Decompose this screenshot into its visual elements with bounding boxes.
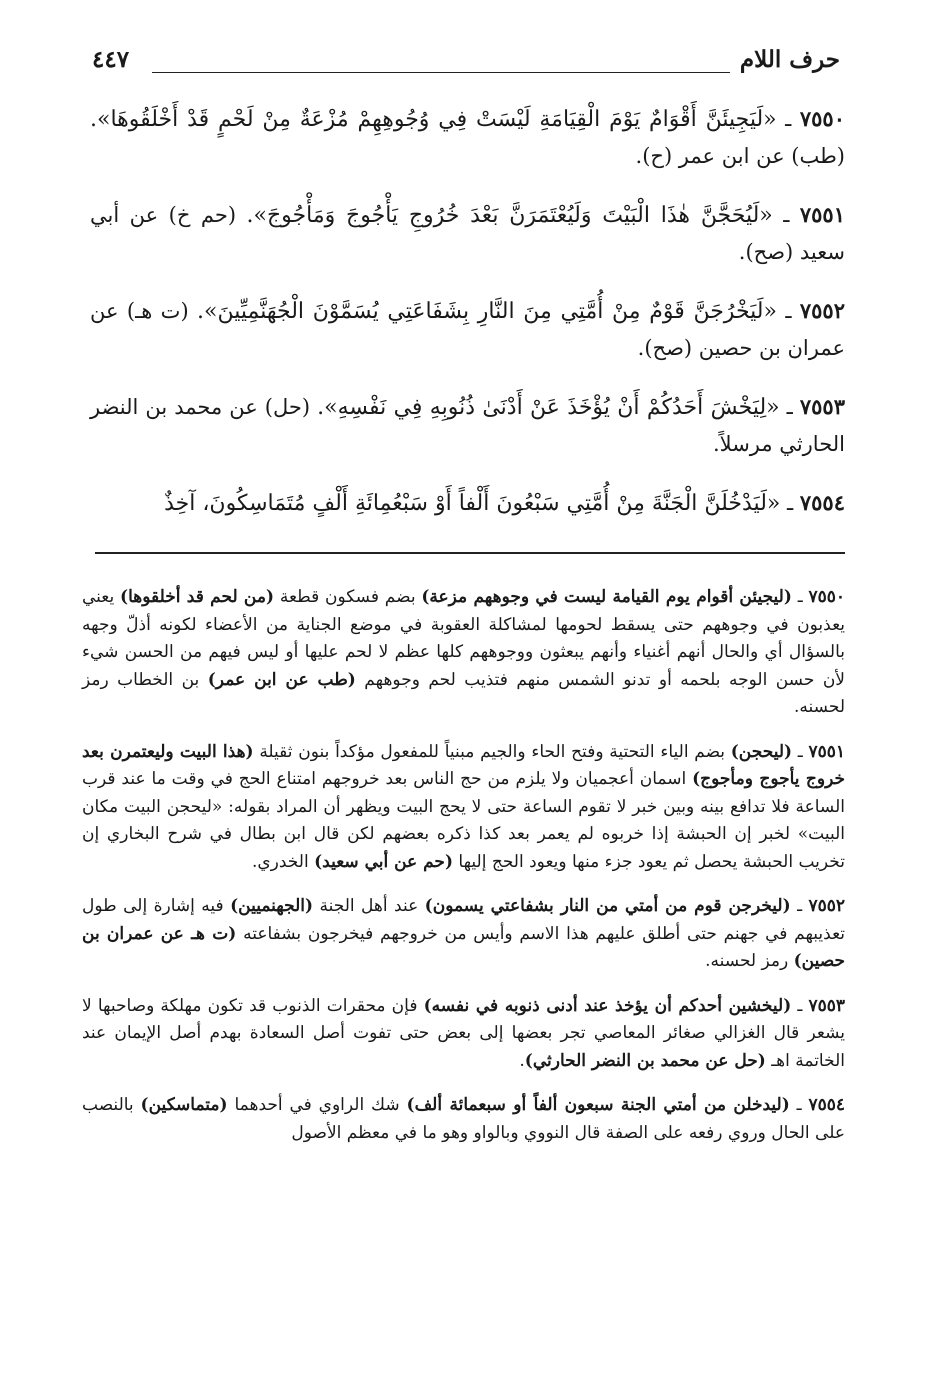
- hadith-entry: ٧٥٥٢ ـ «لَيَخْرُجَنَّ قَوْمٌ مِنْ أُمَّتِي مِنَ النَّارِ بِشَفَاعَتِي يُسَمَّوْنَ الْجُهَنَّمِيِّينَ». (ت هـ) عن عمران بن حصين (صح).: [90, 298, 845, 360]
- commentary-reference: (حل عن محمد بن النضر الحارثي): [524, 1050, 766, 1071]
- hadith-entry: ٧٥٥٠ ـ «لَيَجِيئَنَّ أَقْوَامٌ يَوْمَ الْقِيَامَةِ لَيْسَتْ فِي وُجُوهِهِمْ مُزْعَةٌ مِنْ لَحْمٍ قَدْ أَخْلَقُوهَا». (طب) عن ابن عمر (ح).: [90, 106, 845, 168]
- commentary-tail: بن الخطاب رمز لحسنه.: [82, 669, 845, 717]
- hadith-entry: ٧٥٥٤ ـ «لَيَدْخُلَنَّ الْجَنَّةَ مِنْ أُمَّتِي سَبْعُونَ أَلْفاً أَوْ سَبْعُمِائَةِ أَلْفٍ مُتَمَاسِكُونَ، آخِذٌ: [164, 490, 845, 516]
- commentary-lemma: (هذا البيت وليعتمرن بعد خروج يأجوج ومأجوج): [82, 741, 845, 789]
- page-number: ٤٤٧: [92, 46, 130, 73]
- commentary-text: شك الراوي في أحدهما: [234, 1095, 400, 1115]
- commentary-reference: (طب عن ابن عمر): [207, 669, 356, 690]
- commentary-lemma: (متماسكين): [140, 1095, 228, 1115]
- hadith-quote: «لَيُحَجَّنَّ هٰذَا الْبَيْتَ وَلَيُعْتَمَرَنَّ بَعْدَ خُرُوجِ يَأْجُوجَ وَمَأْجُوجَ».: [246, 203, 773, 228]
- commentary-text: عند أهل الجنة: [319, 896, 419, 916]
- chapter-title: حرف اللام: [739, 46, 840, 73]
- hadith-quote: «لِيَخْشَ أَحَدُكُمْ أَنْ يُؤْخَذَ عَنْ أَدْنَىٰ ذُنُوبِهِ فِي نَفْسِهِ».: [317, 395, 780, 420]
- commentary-text: بضم فسكون قطعة: [279, 587, 416, 607]
- hadith-number: ٧٥٥٣: [799, 394, 845, 419]
- commentary-reference: (ت هـ عن عمران بن حصين): [82, 923, 845, 971]
- commentary-number: ٧٥٥٠: [808, 587, 846, 607]
- page-header: [92, 44, 840, 80]
- commentary-lemma: (الجهنميين): [230, 896, 314, 916]
- hadith-quote: «لَيَجِيئَنَّ أَقْوَامٌ يَوْمَ الْقِيَامَةِ لَيْسَتْ فِي وُجُوهِهِمْ مُزْعَةٌ مِنْ لَحْمٍ قَدْ أَخْلَقُوهَا».: [90, 107, 777, 132]
- header-rule: [152, 72, 730, 73]
- commentary-entry: ٧٥٥٠ ـ (ليجيئن أقوام يوم القيامة ليست في وجوههم مزعة) بضم فسكون قطعة (من لحم قد أخلقوها) يعني يعذبون في وجوههم حتى يسقط لحومها لمشاكلة العقوبة في موضع الجناية من الأعضاء لكونه أذلّ وجهه بالسؤال أي والحال أنهم أغنياء وأنهم يبعثون ووجوههم كلها عظم لا لحم عليها أو ليس فيهم من الحسن شيء لأن حسن الوجه بلحمه أو تدنو الشمس منهم فتذيب لحم وجوههم (طب عن ابن عمر) بن الخطاب رمز لحسنه.: [82, 587, 846, 717]
- commentary-number: ٧٥٥٤: [808, 1095, 846, 1115]
- hadith-number: ٧٥٥١: [799, 202, 845, 227]
- hadith-entry: ٧٥٥١ ـ «لَيُحَجَّنَّ هٰذَا الْبَيْتَ وَلَيُعْتَمَرَنَّ بَعْدَ خُرُوجِ يَأْجُوجَ وَمَأْجُوجَ». (حم خ) عن أبي سعيد (صح).: [90, 202, 845, 264]
- commentary-entry: ٧٥٥١ ـ (ليحجن) بضم الياء التحتية وفتح الحاء والجيم مبنياً للمفعول مؤكداً بنون ثقيلة (هذا البيت وليعتمرن بعد خروج يأجوج ومأجوج) اسمان أعجميان ولا يلزم من حج الناس بعد خروجهم امتناع الحج في وقت ما عند قرب الساعة فلا تدافع بينه وبين خبر لا تقوم الساعة حتى لا يحج البيت ويظهر أن المراد بقوله: «ليحجن البيت مكان البيت» لخبر إن الحبشة إذا خربوه لم يعمر بعد كذا ذكره بعضهم لكن قال ابن بطال في شرح البخاري إن تخريب الحبشة يحصل ثم يعود جزء منها ويعود الحج إليها (حم عن أبي سعيد) الخدري.: [82, 741, 845, 872]
- commentary-entry: ٧٥٥٢ ـ (ليخرجن قوم من أمتي من النار بشفاعتي يسمون) عند أهل الجنة (الجهنميين) فيه إشارة إلى طول تعذيبهم في جهنم حتى أطلق عليهم هذا الاسم وأيس من خروجهم فيخرجون بشفاعته (ت هـ عن عمران بن حصين) رمز لحسنه.: [82, 896, 846, 971]
- commentary-text: فإن محقرات الذنوب قد تكون مهلكة وصاحبها لا يشعر قال الغزالي صغائر المعاصي تجر بعضها إلى بعض حتى تفوت أصل السعادة بهدم أصل الإيمان عند الخاتمة اهـ: [82, 995, 845, 1071]
- commentary-number: ٧٥٥١: [808, 741, 845, 762]
- hadith-quote: «لَيَخْرُجَنَّ قَوْمٌ مِنْ أُمَّتِي مِنَ النَّارِ بِشَفَاعَتِي يُسَمَّوْنَ الْجُهَنَّمِيِّينَ».: [197, 299, 777, 324]
- commentary-text: يعني يعذبون في وجوههم حتى يسقط لحومها لمشاكلة العقوبة في موضع الجناية من الأعضاء لكونه أذلّ وجهه بالسؤال أي والحال أنهم أغنياء وأنهم يبعثون ووجوههم كلها عظم لا لحم عليها أو ليس فيهم من الحسن شيء لأن حسن الوجه بلحمه أو تدنو الشمس منهم فتذيب لحم وجوههم: [82, 587, 845, 690]
- hadith-text-section: [90, 100, 845, 535]
- hadith-number: ٧٥٥٠: [799, 106, 845, 131]
- commentary-entry: ٧٥٥٤ ـ (ليدخلن من أمتي الجنة سبعون ألفاً أو سبعمائة ألف) شك الراوي في أحدهما (متماسكين) بالنصب على الحال وروي رفعه على الصفة قال النووي وبالواو وهو ما في معظم الأصول: [82, 1095, 846, 1143]
- commentary-tail: الخدري.: [251, 851, 309, 872]
- hadith-number: ٧٥٥٢: [799, 298, 845, 323]
- hadith-number: ٧٥٥٤: [799, 490, 845, 515]
- commentary-lemma: (ليخشين أحدكم أن يؤخذ عند أدنى ذنوبه في نفسه): [423, 995, 792, 1016]
- commentary-tail: .: [519, 1050, 525, 1071]
- commentary-lemma: (ليدخلن من أمتي الجنة سبعون ألفاً أو سبعمائة ألف): [406, 1095, 790, 1115]
- hadith-reference: (حم خ) عن أبي سعيد (صح).: [90, 203, 845, 264]
- hadith-reference: (طب) عن ابن عمر (ح).: [635, 144, 845, 168]
- commentary-text: بالنصب على الحال وروي رفعه على الصفة قال النووي وبالواو وهو ما في معظم الأصول: [82, 1095, 845, 1143]
- hadith-reference: (حل) عن محمد بن النضر الحارثي مرسلاً.: [90, 395, 845, 456]
- commentary-number: ٧٥٥٢: [808, 896, 846, 916]
- hadith-reference: (ت هـ) عن عمران بن حصين (صح).: [90, 299, 845, 360]
- commentary-lemma: (ليجيئن أقوام يوم القيامة ليست في وجوههم مزعة): [421, 587, 792, 607]
- commentary-number: ٧٥٥٣: [808, 995, 845, 1016]
- section-divider: [95, 552, 845, 554]
- commentary-reference: (حم عن أبي سعيد): [314, 851, 453, 872]
- commentary-lemma: (من لحم قد أخلقوها): [120, 587, 275, 607]
- commentary-lemma: (ليخرجن قوم من أمتي من النار بشفاعتي يسمون): [424, 896, 791, 916]
- commentary-text: اسمان أعجميان ولا يلزم من حج الناس بعد خروجهم امتناع الحج في وقت ما عند قرب الساعة فلا تدافع بينه وبين خبر لا تقوم الساعة حتى لا يحج البيت ويظهر أن المراد بقوله: «ليحجن البيت مكان البيت» لخبر إن الحبشة إذا خربوه لم يعمر بعد كذا ذكره بعضهم لكن قال ابن بطال في شرح البخاري إن تخريب الحبشة يحصل ثم يعود جزء منها ويعود الحج إليها: [82, 769, 845, 872]
- commentary-entry: ٧٥٥٣ ـ (ليخشين أحدكم أن يؤخذ عند أدنى ذنوبه في نفسه) فإن محقرات الذنوب قد تكون مهلكة وصاحبها لا يشعر قال الغزالي صغائر المعاصي تجر بعضها إلى بعض حتى تفوت أصل السعادة بهدم أصل الإيمان عند الخاتمة اهـ (حل عن محمد بن النضر الحارثي).: [82, 995, 845, 1071]
- commentary-tail: رمز لحسنه.: [705, 951, 789, 971]
- commentary-text: بضم الياء التحتية وفتح الحاء والجيم مبنياً للمفعول مؤكداً بنون ثقيلة: [259, 741, 726, 762]
- commentary-section: [82, 584, 845, 1162]
- hadith-entry: ٧٥٥٣ ـ «لِيَخْشَ أَحَدُكُمْ أَنْ يُؤْخَذَ عَنْ أَدْنَىٰ ذُنُوبِهِ فِي نَفْسِهِ». (حل) عن محمد بن النضر الحارثي مرسلاً.: [90, 394, 845, 456]
- commentary-text: فيه إشارة إلى طول تعذيبهم في جهنم حتى أطلق عليهم هذا الاسم وأيس من خروجهم فيخرجون بشفاعته: [82, 896, 845, 944]
- hadith-quote: «لَيَدْخُلَنَّ الْجَنَّةَ مِنْ أُمَّتِي سَبْعُونَ أَلْفاً أَوْ سَبْعُمِائَةِ أَلْفٍ مُتَمَاسِكُونَ، آخِذٌ: [164, 491, 781, 516]
- commentary-lemma: (ليحجن): [730, 741, 793, 762]
